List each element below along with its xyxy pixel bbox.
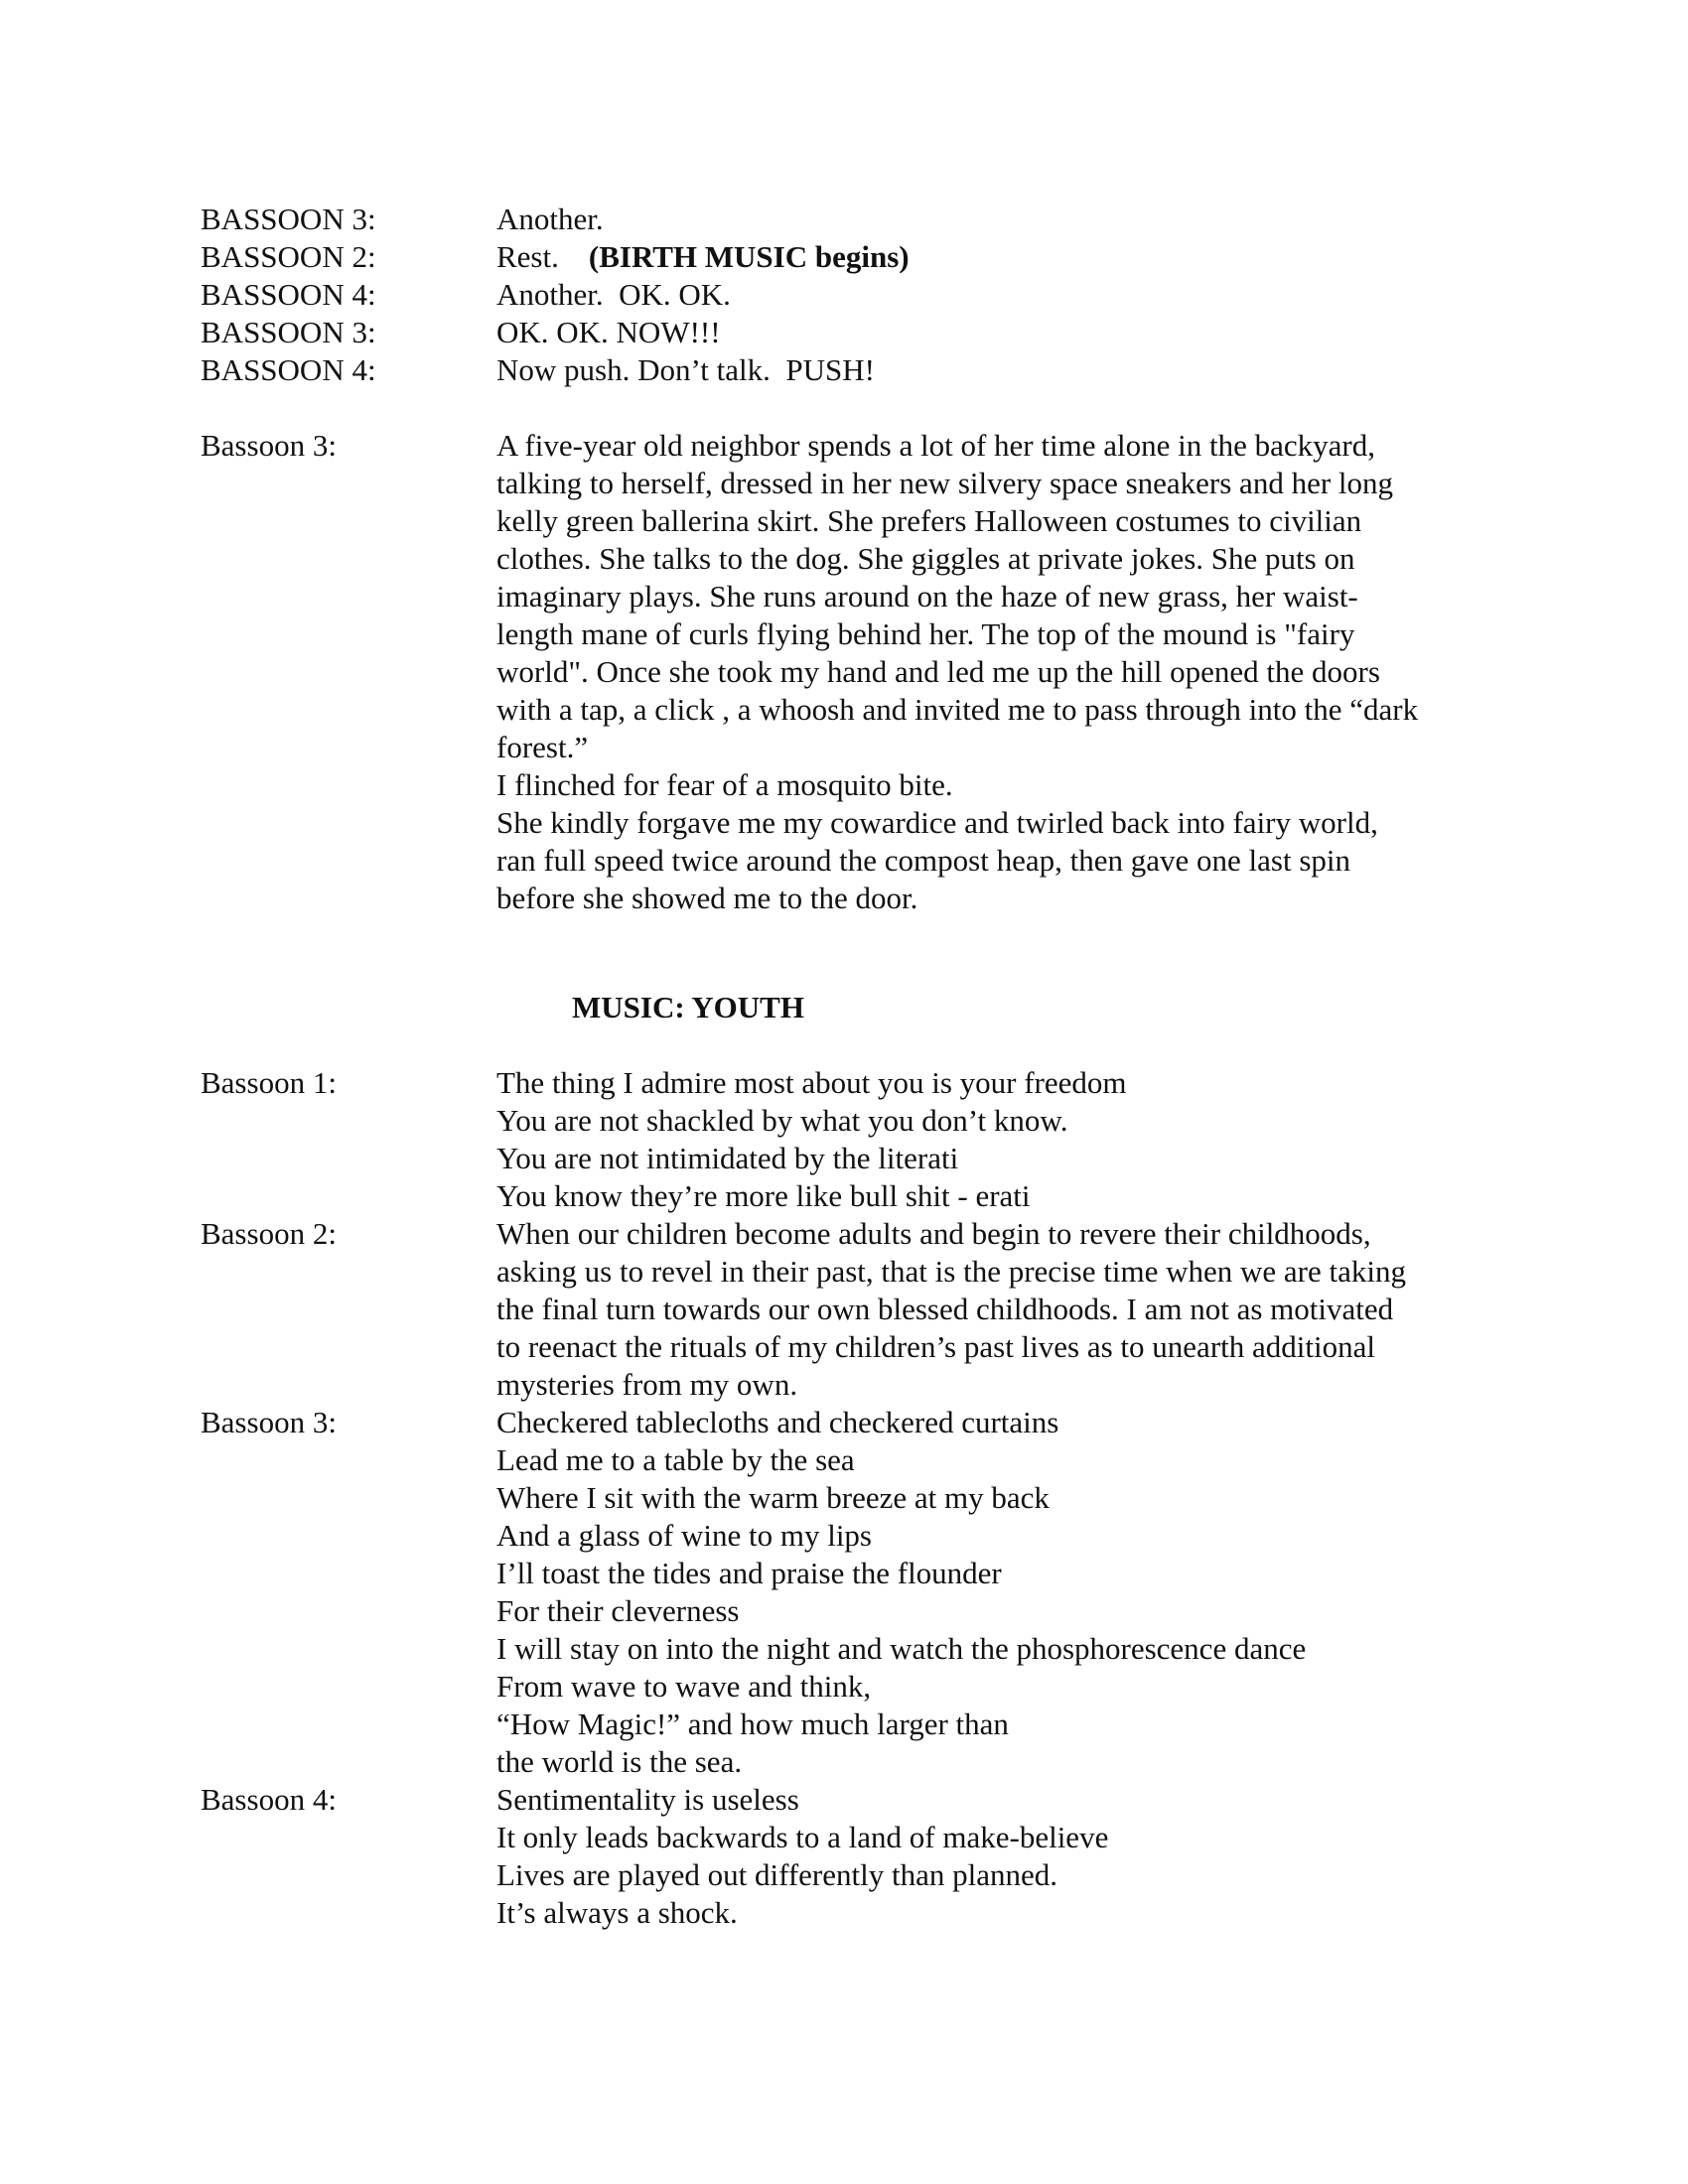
monologue-line: ran full speed twice around the compost heap, then gave one last spin (496, 843, 1350, 878)
dialogue-line (496, 314, 1529, 351)
monologue-line: I flinched for fear of a mosquito bite. (496, 767, 953, 802)
dialogue-line: I’ll toast the tides and praise the flounder (496, 1556, 1002, 1590)
speaker-label: Bassoon 2: (201, 1216, 337, 1251)
dialogue-text: Another. OK. OK. (496, 277, 731, 312)
dialogue-line: You are not shackled by what you don’t know. (496, 1103, 1068, 1138)
dialogue-block (496, 1781, 1529, 1932)
speaker-label: Bassoon 4: (201, 1782, 337, 1817)
dialogue-line: I will stay on into the night and watch the phosphorescence dance (496, 1631, 1307, 1666)
speaker-label: BASSOON 4: (201, 352, 376, 387)
dialogue-line: You are not intimidated by the literati (496, 1141, 959, 1175)
speaker-label: BASSOON 3: (201, 315, 376, 349)
dialogue-line (496, 238, 1529, 276)
dialogue-line: From wave to wave and think, (496, 1669, 872, 1704)
speaker-label: BASSOON 4: (201, 277, 376, 312)
dialogue-text: Now push. Don’t talk. PUSH! (496, 352, 875, 387)
dialogue-line: to reenact the rituals of my children’s past lives as to unearth additional (496, 1329, 1375, 1364)
dialogue-line: Lead me to a table by the sea (496, 1442, 855, 1477)
speaker-label: BASSOON 2: (201, 239, 376, 274)
monologue-line: talking to herself, dressed in her new silvery space sneakers and her long (496, 466, 1394, 500)
dialogue-line (496, 276, 1529, 314)
dialogue-line (496, 351, 1529, 389)
monologue-line: length mane of curls flying behind her. The top of the mound is "fairy (496, 616, 1355, 651)
monologue-line: before she showed me to the door. (496, 881, 918, 915)
dialogue-line: “How Magic!” and how much larger than (496, 1706, 1009, 1741)
monologue-line: A five-year old neighbor spends a lot of her time alone in the backyard, (496, 428, 1375, 463)
dialogue-line: Lives are played out differently than planned. (496, 1857, 1057, 1892)
section-heading: MUSIC: YOUTH (572, 990, 804, 1024)
dialogue-line: For their cleverness (496, 1593, 740, 1628)
monologue-line: with a tap, a click , a whoosh and invited me to pass through into the “dark (496, 692, 1419, 727)
monologue-line: kelly green ballerina skirt. She prefers Halloween costumes to civilian (496, 503, 1362, 538)
dialogue-line: The thing I admire most about you is your freedom (496, 1065, 1127, 1100)
dialogue-line: mysteries from my own. (496, 1367, 798, 1402)
dialogue-text: Another. (496, 202, 604, 236)
dialogue-line: You know they’re more like bull shit - erati (496, 1178, 1031, 1213)
dialogue-line (496, 201, 1529, 238)
monologue-line: world". Once she took my hand and led me up the hill opened the doors (496, 654, 1380, 689)
monologue-line: She kindly forgave me my cowardice and twirled back into fairy world, (496, 805, 1378, 840)
monologue-line: forest.” (496, 730, 589, 764)
monologue-line: clothes. She talks to the dog. She giggles at private jokes. She puts on (496, 541, 1355, 576)
monologue (496, 427, 1529, 917)
speaker-label: Bassoon 3: (201, 428, 337, 463)
dialogue-line: the world is the sea. (496, 1744, 743, 1779)
dialogue-line: When our children become adults and begin to revere their childhoods, (496, 1216, 1371, 1251)
dialogue-line: Sentimentality is useless (496, 1782, 799, 1817)
dialogue-line: It only leads backwards to a land of make-believe (496, 1820, 1109, 1854)
dialogue-block (496, 1064, 1529, 1215)
speaker-label: Bassoon 1: (201, 1065, 337, 1100)
dialogue-line: It’s always a shock. (496, 1895, 738, 1930)
dialogue-line: the final turn towards our own blessed childhoods. I am not as motivated (496, 1292, 1394, 1326)
dialogue-text: Rest. (496, 239, 559, 274)
dialogue-line: asking us to revel in their past, that is the precise time when we are taking (496, 1254, 1406, 1289)
speaker-label: Bassoon 3: (201, 1405, 337, 1439)
dialogue-line: And a glass of wine to my lips (496, 1518, 872, 1553)
monologue-line: imaginary plays. She runs around on the haze of new grass, her waist- (496, 579, 1358, 614)
stage-direction: (BIRTH MUSIC begins) (588, 239, 910, 274)
speaker-label: BASSOON 3: (201, 202, 376, 236)
dialogue-block (496, 1404, 1529, 1781)
dialogue-text: OK. OK. NOW!!! (496, 315, 721, 349)
dialogue-line: Where I sit with the warm breeze at my back (496, 1480, 1050, 1515)
dialogue-block (496, 1215, 1529, 1404)
dialogue-line: Checkered tablecloths and checkered curtains (496, 1405, 1059, 1439)
